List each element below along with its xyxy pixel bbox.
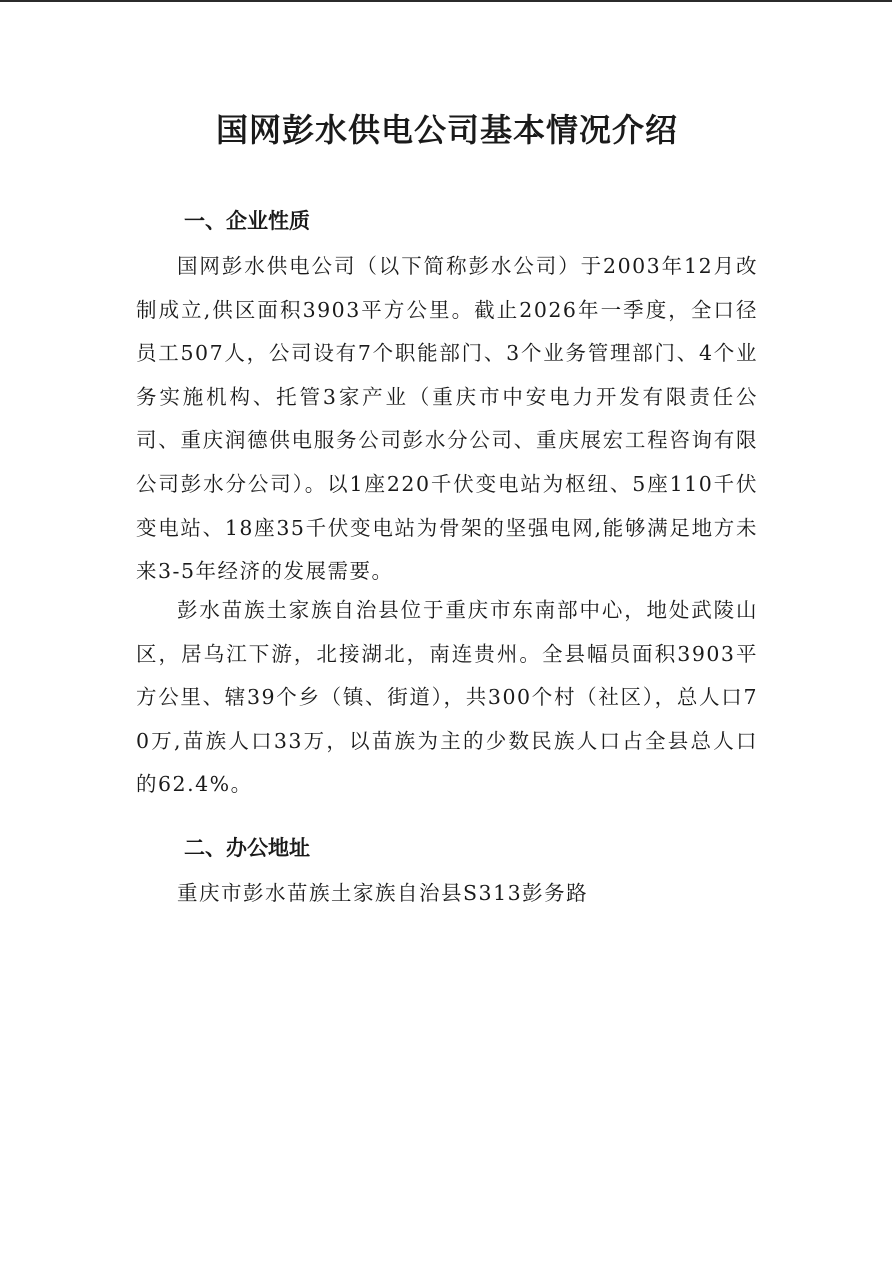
paragraph-office-address: 重庆市彭水苗族土家族自治县S313彭务路: [177, 881, 589, 905]
paragraph-company-overview: 国网彭水供电公司（以下简称彭水公司）于2003年12月改制成立,供区面积3903平方公里。截止2026年一季度，全口径员工507人，公司设有7个职能部门、3个业务管理部门、4个业务实施机构、托管3家产业（重庆市中安电力开发有限责任公司、重庆润德供电服务公司彭水分公司、重庆展宏工程咨询有限公司彭水分公司）。以1座220千伏变电站为枢纽、5座110千伏变电站、18座35千伏变电站为骨架的坚强电网,能够满足地方未来3-5年经济的发展需要。: [136, 254, 758, 584]
section-heading-enterprise-nature: 一、企业性质: [184, 209, 310, 233]
section-heading-office-address: 二、办公地址: [184, 836, 310, 860]
top-border-line: [0, 0, 892, 2]
document-title: 国网彭水供电公司基本情况介绍: [215, 111, 678, 149]
paragraph-county-overview: 彭水苗族土家族自治县位于重庆市东南部中心，地处武陵山区，居乌江下游，北接湖北，南连贵州。全县幅员面积3903平方公里、辖39个乡（镇、街道），共300个村（社区），总人口70万,苗族人口33万，以苗族为主的少数民族人口占全县总人口的62.4%。: [136, 598, 758, 797]
